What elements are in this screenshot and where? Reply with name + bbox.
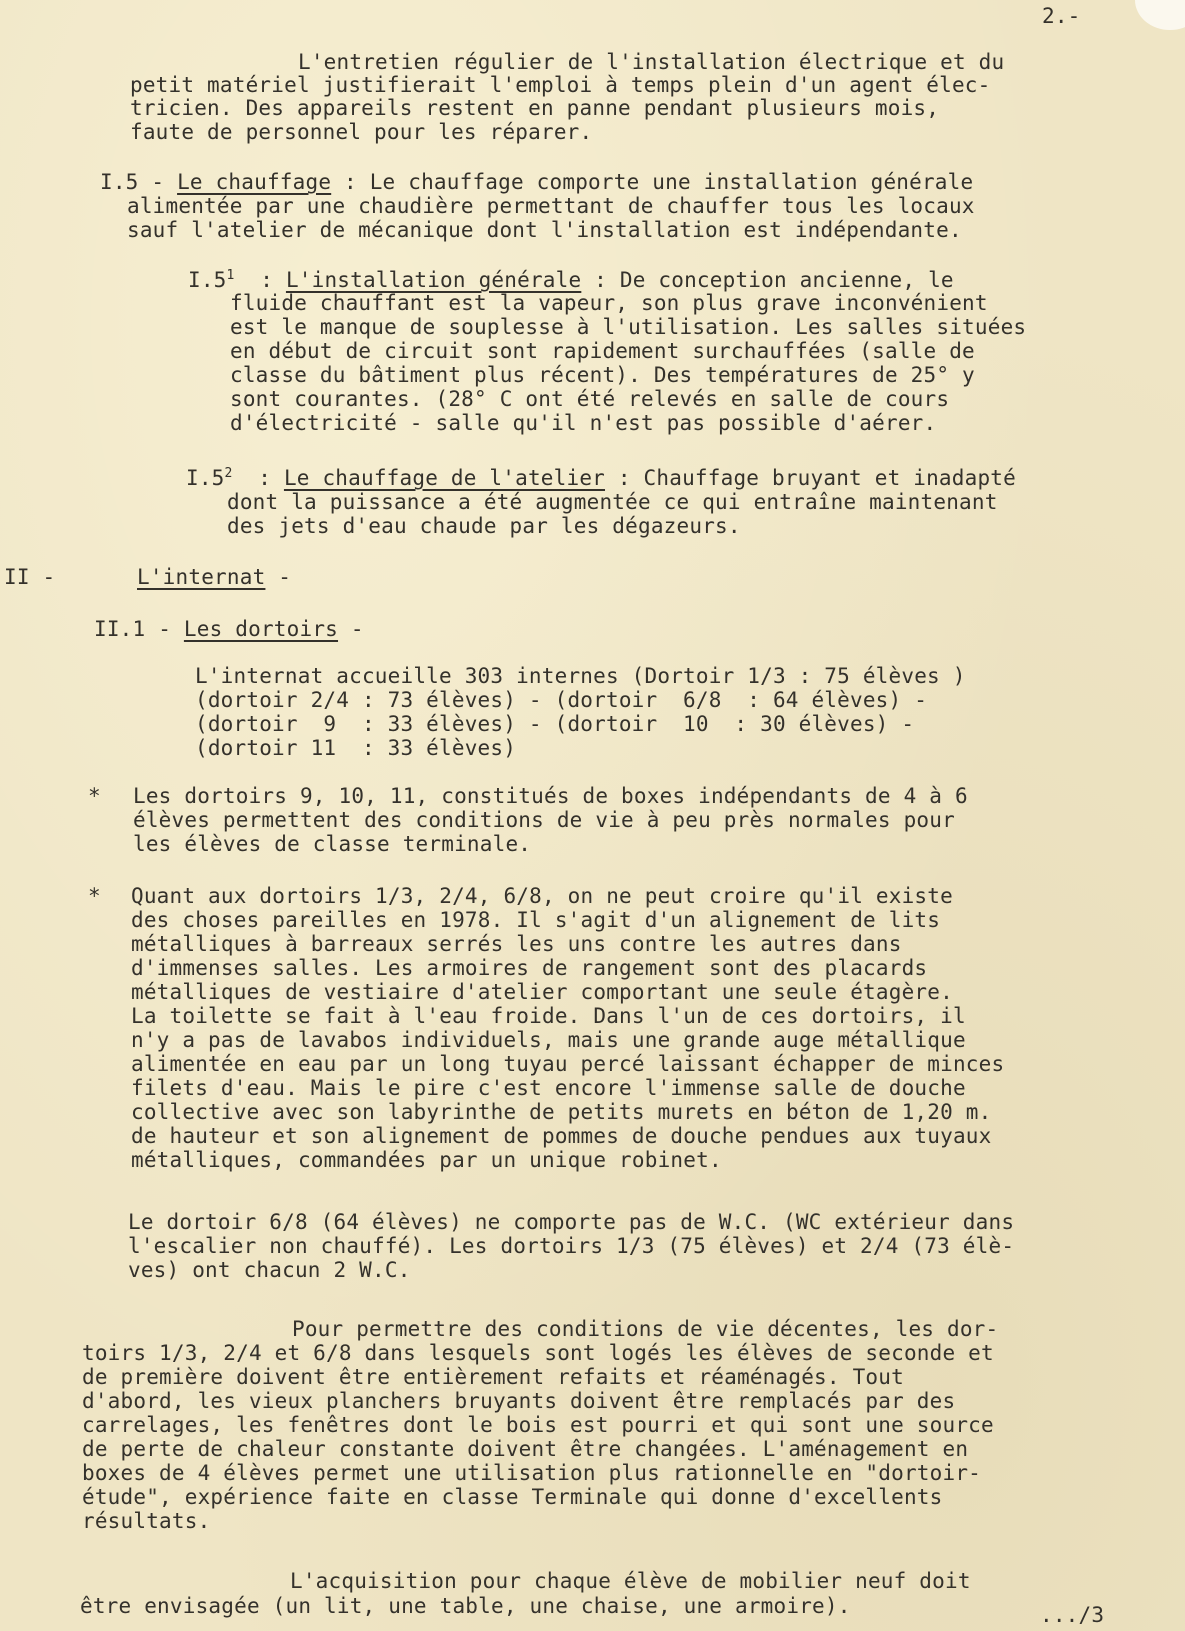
text-line: alimentée en eau par un long tuyau percé laissant échapper de minces (131, 1052, 1005, 1076)
text-line: sont courantes. (28° C ont été relevés en salle de cours (230, 387, 950, 411)
text-line: métalliques de vestiaire d'atelier comportant une seule étagère. (131, 980, 953, 1004)
text-line: (dortoir 11 : 33 élèves) (195, 736, 517, 760)
text-line: les élèves de classe terminale. (133, 832, 532, 856)
text-line: fluide chauffant est la vapeur, son plus grave inconvénient (230, 291, 988, 315)
text-span: : De conception ancienne, le (581, 268, 954, 292)
page-number: 2.- (1042, 4, 1081, 28)
text-line: dont la puissance a été augmentée ce qui entraîne maintenant (227, 490, 998, 514)
text-line: collective avec son labyrinthe de petits murets en béton de 1,20 m. (131, 1100, 992, 1124)
section-title: Le chauffage (177, 170, 332, 194)
text-line: alimentée par une chaudière permettant de chauffer tous les locaux (127, 194, 975, 218)
section-superscript: 2 (224, 466, 233, 481)
text-line: étude", expérience faite en classe Terminale qui donne d'excellents (82, 1485, 943, 1509)
text-line: L'acquisition pour chaque élève de mobilier neuf doit (290, 1569, 971, 1593)
text-line: élèves permettent des conditions de vie à peu près normales pour (133, 808, 955, 832)
text-line: Le dortoir 6/8 (64 élèves) ne comporte pas de W.C. (WC extérieur dans (128, 1210, 1015, 1234)
text-line: (dortoir 2/4 : 73 élèves) - (dortoir 6/8 : 64 élèves) - (195, 688, 928, 712)
text-line: Quant aux dortoirs 1/3, 2/4, 6/8, on ne peut croire qu'il existe (131, 884, 953, 908)
section-title: L'internat (137, 565, 266, 589)
text-line: résultats. (82, 1509, 211, 1533)
text-line: filets d'eau. Mais le pire c'est encore l'immense salle de douche (131, 1076, 966, 1100)
text-line: d'immenses salles. Les armoires de rangement sont des placards (131, 956, 928, 980)
text-line: d'abord, les vieux planchers bruyants doivent être remplacés par des (82, 1389, 956, 1413)
text-line: classe du bâtiment plus récent). Des températures de 25° y (230, 363, 975, 387)
text-line: L'entretien régulier de l'installation électrique et du (298, 50, 1005, 74)
text-line: L'internat accueille 303 internes (Dortoir 1/3 : 75 élèves ) (195, 664, 966, 688)
text-span: : Chauffage bruyant et inadapté (605, 466, 1016, 490)
text-line: métalliques, commandées par un unique robinet. (131, 1148, 722, 1172)
text-line: d'électricité - salle qu'il n'est pas possible d'aérer. (230, 411, 937, 435)
section-number: I.5 (186, 466, 225, 490)
section-superscript: 1 (226, 268, 235, 283)
text-line: est le manque de souplesse à l'utilisation. Les salles situées (230, 315, 1027, 339)
text-line: de première doivent être entièrement refaits et réaménagés. Tout (82, 1365, 904, 1389)
text-line: tricien. Des appareils restent en panne pendant plusieurs mois, (130, 96, 940, 120)
section-heading-ii1 (94, 617, 364, 641)
text-span: - (338, 617, 364, 641)
text-line: être envisagée (un lit, une table, une chaise, une armoire). (80, 1594, 851, 1618)
section-number: I.5 - (100, 170, 178, 194)
section-number: I.5 (188, 268, 227, 292)
text-span: : Le chauffage comporte une installation générale (331, 170, 974, 194)
section-heading-i5 (100, 170, 973, 194)
text-line: ves) ont chacun 2 W.C. (128, 1258, 411, 1282)
text-line: Les dortoirs 9, 10, 11, constitués de boxes indépendants de 4 à 6 (133, 784, 968, 808)
text-line: sauf l'atelier de mécanique dont l'installation est indépendante. (127, 218, 962, 242)
continuation-mark: .../3 (1040, 1603, 1105, 1627)
text-line: en début de circuit sont rapidement surchauffées (salle de (230, 339, 975, 363)
bullet-asterisk: * (88, 884, 101, 908)
text-line: n'y a pas de lavabos individuels, mais une grande auge métallique (131, 1028, 966, 1052)
section-heading-i5-1: $I.5^1$ : L'installation générale : De conception ancienne, le (188, 268, 954, 292)
torn-corner (1135, 0, 1185, 30)
text-line: toirs 1/3, 2/4 et 6/8 dans lesquels sont logés les élèves de seconde et (82, 1341, 994, 1365)
section-title: Le chauffage de l'atelier (283, 466, 606, 490)
bullet-asterisk: * (88, 784, 101, 808)
section-number-ii: II - (4, 565, 56, 589)
text-line: Pour permettre des conditions de vie décentes, les dor- (292, 1317, 999, 1341)
text-line: l'escalier non chauffé). Les dortoirs 1/3 (75 élèves) et 2/4 (73 élè- (128, 1234, 1015, 1258)
text-line: de perte de chaleur constante doivent être changées. L'aménagement en (82, 1437, 969, 1461)
section-heading-i5-2: $I.5^2$ : Le chauffage de l'atelier : Chauffage bruyant et inadapté (186, 466, 1016, 490)
text-line: boxes de 4 élèves permet une utilisation plus rationnelle en "dortoir- (82, 1461, 982, 1485)
text-line: des choses pareilles en 1978. Il s'agit d'un alignement de lits (131, 908, 941, 932)
text-line: des jets d'eau chaude par les dégazeurs. (227, 514, 741, 538)
text-line: de hauteur et son alignement de pommes de douche pendues aux tuyaux (131, 1124, 992, 1148)
text-span: - (265, 565, 292, 589)
section-number: II.1 - (94, 617, 184, 641)
section-title: L'installation générale (285, 268, 582, 292)
text-line: La toilette se fait à l'eau froide. Dans l'un de ces dortoirs, il (131, 1004, 966, 1028)
section-title: Les dortoirs (183, 617, 339, 641)
text-line: (dortoir 9 : 33 élèves) - (dortoir 10 : 30 élèves) - (195, 712, 915, 736)
text-line: métalliques à barreaux serrés les uns contre les autres dans (131, 932, 902, 956)
section-heading-ii (137, 565, 291, 589)
text-line: faute de personnel pour les réparer. (130, 120, 593, 144)
text-line: petit matériel justifierait l'emploi à temps plein d'un agent élec- (130, 73, 991, 97)
text-line: carrelages, les fenêtres dont le bois est pourri et qui sont une source (82, 1413, 994, 1437)
